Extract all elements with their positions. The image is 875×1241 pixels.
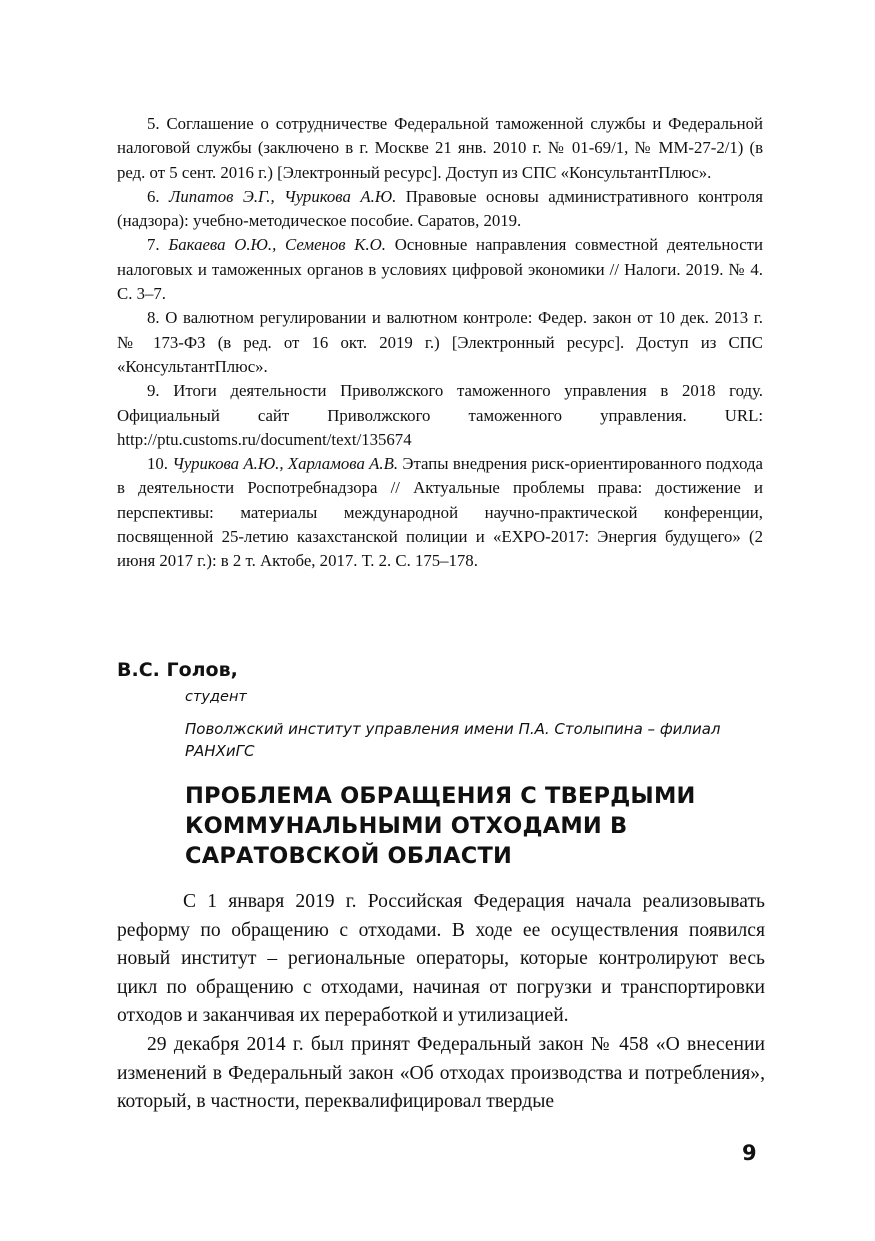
reference-number: 9. <box>147 381 160 401</box>
reference-item <box>117 306 763 379</box>
reference-text: Этапы внедрения риск-ориентированного подхода в деятельности Роспотребнадзора // Актуальные проблемы права: достижение и перспективы: материалы международной научно-практической конференции, посвященной 25-летию казахстанской полиции и «EXPO-2017: Энергия будущего» (2 июня 2017 г.): в 2 т. Актобе, 2017. Т. 2. С. 175–178. <box>117 454 763 571</box>
body-paragraph: С 1 января 2019 г. Российская Федерация начала реализовывать реформу по обращению с отходами. В ходе ее осуществления появился новый институт – региональные операторы, которые контролируют весь цикл по обращению с отходами, начиная от погрузки и транспортировки отходов и заканчивая их переработкой и утилизацией. <box>117 891 765 1027</box>
reference-text: О валютном регулировании и валютном контроле: Федер. закон от 10 дек. 2013 г. № 173-ФЗ (в ред. от 16 окт. 2019 г.) [Электронный ресурс]. Доступ из СПС «КонсультантПлюс». <box>117 308 763 376</box>
reference-text: Соглашение о сотрудничестве Федеральной таможенной службы и Федеральной налоговой службы (заключено в г. Москве 21 янв. 2010 г. № 01-69/1, № ММ-27-2/1) (в ред. от 5 сент. 2016 г.) [Электронный ресурс]. Доступ из СПС «КонсультантПлюс». <box>117 114 763 182</box>
reference-item <box>117 233 763 306</box>
reference-text: Итоги деятельности Приволжского таможенного управления в 2018 году. Официальный сайт Приволжского таможенного управления. URL: http://ptu.customs.ru/document/text/135674 <box>117 381 764 449</box>
article-body <box>117 888 765 1117</box>
reference-item <box>117 185 763 234</box>
author-name: В.С. Голов, <box>117 659 238 681</box>
reference-number: 5. <box>147 114 160 133</box>
body-paragraph: 29 декабря 2014 г. был принят Федеральный закон № 458 «О внесении изменений в Федеральный закон «Об отходах производства и потребления», который, в частности, переквалифицировал твердые <box>117 1033 765 1113</box>
reference-number: 10. <box>147 454 168 474</box>
page-number: 9 <box>742 1141 757 1165</box>
author-role: студент <box>185 689 247 705</box>
references-list <box>117 112 763 574</box>
reference-authors: Бакаева О.Ю., Семенов К.О. <box>168 235 386 255</box>
reference-authors: Чурикова А.Ю., Харламова А.В. <box>172 454 399 474</box>
reference-item <box>117 379 763 452</box>
reference-number: 7. <box>147 235 160 255</box>
reference-text: Правовые основы административного контроля (надзора): учебно-методическое пособие. Саратов, 2019. <box>117 186 763 231</box>
reference-item <box>117 112 763 185</box>
reference-item <box>117 452 763 573</box>
reference-text: Основные направления совместной деятельности налоговых и таможенных органов в условиях цифровой экономики // Налоги. 2019. № 4. С. 3–7. <box>117 235 763 304</box>
reference-number: 8. <box>147 308 160 328</box>
reference-number: 6. <box>147 186 160 206</box>
author-institution: Поволжский институт управления имени П.А. Столыпина – филиал РАНХиГС <box>185 720 721 760</box>
article-title: ПРОБЛЕМА ОБРАЩЕНИЯ С ТВЕРДЫМИ КОММУНАЛЬНЫМИ ОТХОДАМИ В САРАТОВСКОЙ ОБЛАСТИ <box>185 783 696 869</box>
reference-authors: Липатов Э.Г., Чурикова А.Ю. <box>169 186 397 206</box>
